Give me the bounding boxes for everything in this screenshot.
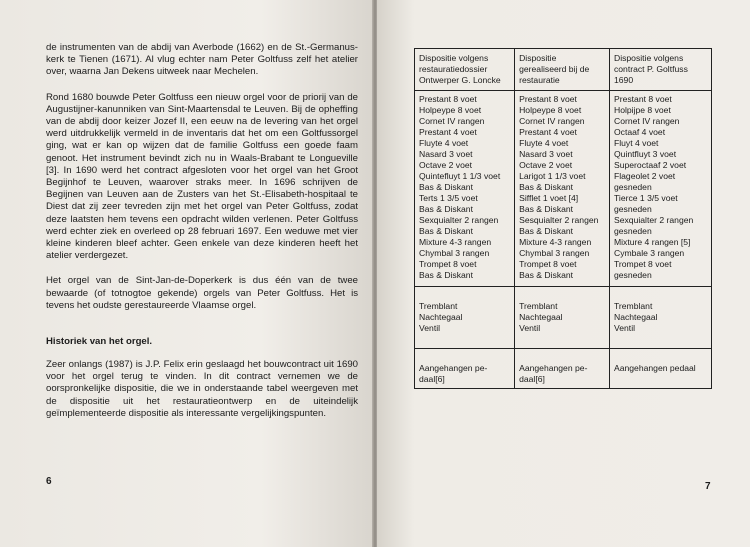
stop-entry: Prestant 4 voet [419,127,477,137]
stop-entry: Superoctaaf 2 voet [613,160,687,170]
extra-entry: Tremblant [613,301,653,311]
stop-entry: Octaaf 4 voet [613,127,666,137]
stop-entry: Bas & Diskant [519,204,574,214]
stop-entry: Trompet 8 voet [519,259,577,269]
stop-entry: Mixture 4 rangen [5] [613,237,691,247]
stop-entry: Fluyt 4 voet [613,138,659,148]
stop-entry: gesneden [613,226,652,236]
pedal-cell: Aangehangen pe-daal[6] [415,349,515,389]
stop-entry: Cornet IV rangen [613,116,680,126]
stop-entry: Flageolet 2 voet [613,171,676,181]
pedal-cell: Aangehangen pe-daal[6] [515,349,610,389]
pedal-cell: Aangehangen pedaal [609,349,711,389]
stop-entry: Cornet IV rangen [519,116,585,126]
extras-row [415,287,712,349]
stops-cell [515,91,610,287]
stop-entry: Bas & Diskant [419,270,473,280]
disposition-table [414,48,712,389]
pedal-row [415,349,712,389]
extra-entry: Ventil [519,323,541,333]
stop-entry: gesneden [613,270,652,280]
extras-cell [609,287,711,349]
extra-entry: Ventil [613,323,636,333]
stop-entry: Prestant 8 voet [519,94,577,104]
stop-entry: Cymbale 3 rangen [613,248,685,258]
stop-entry: Bas & Diskant [519,270,574,280]
stop-entry: Prestant 4 voet [519,127,577,137]
paragraph-1: de instrumenten van de abdij van Averbode (1662) en de St.-Germanus-kerk te Tienen (1671). Al vlug echter nam Peter Goltfuss zelf het atelier over, waarna Jan Dekens uitweek naar Mechelen. [46,42,358,78]
stop-entry: Chymbal 3 rangen [419,248,490,258]
stops-cell [609,91,711,287]
stops-cell [415,91,515,287]
left-text-block [46,42,358,433]
stop-entry: Trompet 8 voet [419,259,477,269]
stop-entry: Bas & Diskant [419,226,473,236]
stop-entry: Prestant 8 voet [419,94,477,104]
paragraph-4: Zeer onlangs (1987) is J.P. Felix erin geslaagd het bouwcontract uit 1690 voor het orgel terug te vinden. In dit contract vernemen we de oorspronkelijke dispositie, die we in onderstaande tabel weergeven met de dispositie uit het restauratieontwerp en de uiteindelijk geïmplementeerde dispositie als interessante vergelijkingspunten. [46,359,358,419]
table-header-cell: Dispositie volgens restauratiedossier Ontwerper G. Loncke [415,49,515,91]
paragraph-3: Het orgel van de Sint-Jan-de-Doperkerk is dus één van de twee bewaarde (of totnogtoe gekende) orgels van Peter Goltfuss. Het is tevens het oudste gerestaureerde Vlaamse orgel. [46,275,358,311]
extra-entry: Tremblant [419,301,458,311]
stop-entry: Bas & Diskant [419,204,473,214]
stop-entry: Chymbal 3 rangen [519,248,590,258]
stop-entry: Tierce 1 3/5 voet [613,193,678,203]
extras-cell [415,287,515,349]
table-header-cell: Dispositie volgens contract P. Goltfuss 1690 [609,49,711,91]
table-header-cell: Dispositie gerealiseerd bij de restauratie [515,49,610,91]
stop-entry: Mixture 4-3 rangen [519,237,592,247]
stop-entry: Octave 2 voet [519,160,573,170]
stop-entry: gesneden [613,182,652,192]
extra-entry: Nachtegaal [613,312,658,322]
extra-entry: Ventil [419,323,441,333]
stop-entry: Holpeype 8 voet [519,105,582,115]
stop-entry: Sexquialter 2 rangen [613,215,694,225]
section-heading: Historiek van het orgel. [46,336,153,348]
paragraph-2: Rond 1680 bouwde Peter Goltfuss een nieuw orgel voor de priorij van de Augustijner-kanunniken van Sint-Maartensdal te Leuven. Bij de opheffing van de abdij door keizer Jozef II, een eeuw na de levering van het orgel werd uitdrukkelijk vermeld in de inventaris dat het om een Goltfussorgel ging, wat er kan op wijzen dat de familie Goltfuss een goede faam genoot. Het instrument bevindt zich nu in Waals-Brabant te Longueville [3]. In 1690 werd het contract afgesloten voor het orgel van het Groot Begijnhof te Leuven, waarover straks meer. In 1696 schrijven de Begijnen van Leuven aan de Zusters van het St.-Elisabeth-hospitaal te Diest dat zij zeer tevreden zijn met het orgel van Peter Goltfuss, zodat deze laatsten hem tevens een opdracht wilden verlenen. Peter Goltfuss werd echter ziek en overleed op 28 februari 1697. Een weduwe met vier kleine kinderen bleef achter. Geen enkele van deze kinderen heeft het atelier verdergezet. [46,91,358,262]
stop-entry: Holpijpe 8 voet [613,105,671,115]
extra-entry: Nachtegaal [419,312,463,322]
stop-entry: Fluyte 4 voet [519,138,569,148]
left-page [0,0,373,547]
stop-entry: Larigot 1 1/3 voet [519,171,586,181]
stop-entry: Quintefluyt 1 1/3 voet Bas & Diskant [419,171,501,192]
stop-entry: gesneden [613,204,652,214]
page-number-left: 6 [46,476,52,487]
extras-cell [515,287,610,349]
stop-entry: Cornet IV rangen [419,116,485,126]
table-header-row [415,49,712,91]
stop-entry: Sexquialter 2 rangen [419,215,499,225]
page-number-right: 7 [705,481,711,492]
stop-entry: Bas & Diskant [519,182,574,192]
stop-entry: Sifflet 1 voet [4] [519,193,579,203]
stop-entry: Quintfluyt 3 voet [613,149,677,159]
stop-entry: Holpeype 8 voet [419,105,482,115]
stop-entry: Nasard 3 voet [519,149,573,159]
stop-entry: Bas & Diskant [519,226,574,236]
stop-entry: Sesquialter 2 rangen [519,215,599,225]
stop-entry: Trompet 8 voet [613,259,672,269]
extra-entry: Nachtegaal [519,312,563,322]
stop-entry: Mixture 4-3 rangen [419,237,492,247]
stop-entry: Fluyte 4 voet [419,138,469,148]
stop-entry: Nasard 3 voet [419,149,473,159]
extra-entry: Tremblant [519,301,558,311]
stop-entry: Terts 1 3/5 voet [419,193,478,203]
stops-row [415,91,712,287]
stop-entry: Octave 2 voet [419,160,473,170]
stop-entry: Prestant 8 voet [613,94,672,104]
